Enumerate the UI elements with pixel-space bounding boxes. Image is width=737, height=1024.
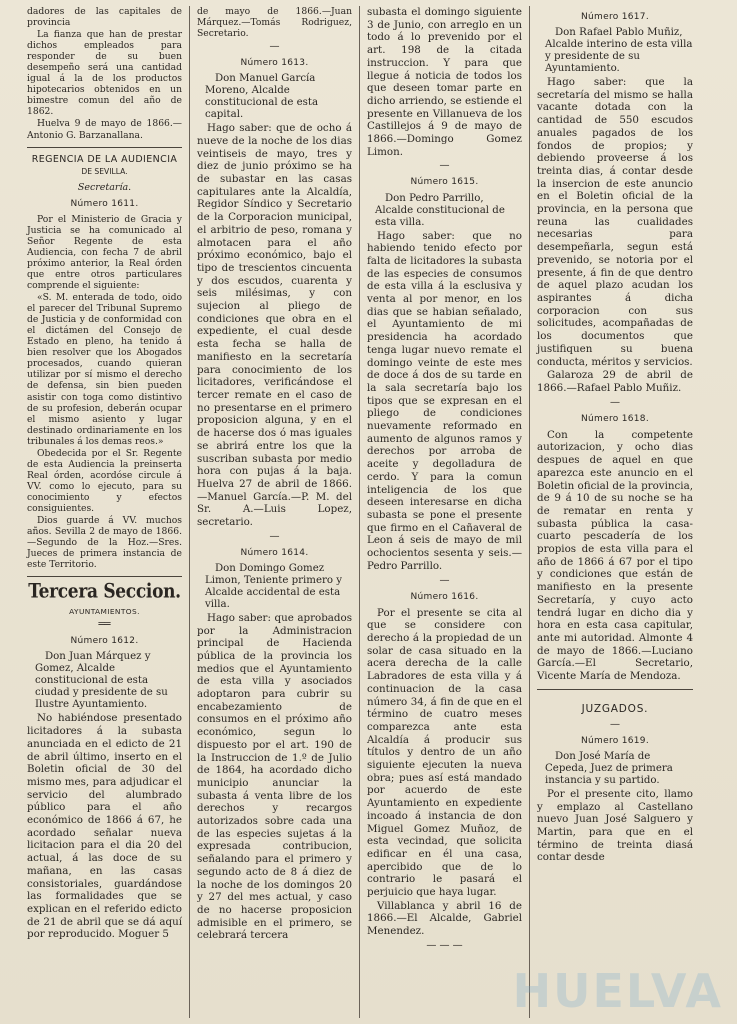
text-paragraph: Por el presente cito, llamo y emplazo al Castellano nuevo Juan José Salguero y Martin, para que en el término de treinta diasá contar desde <box>537 787 693 864</box>
text-paragraph: Hago saber: que de ocho á nueve de la noche de los dias veintiseis de mayo, tres y diez de junio próximo se ha de subastar en las casas capitulares ante la Alcaldía, Regidor Síndico y Secretario de la Corporacion municipal, el arbitrio de peso, romana y almotacen para el año próximo económico, bajo el tipo de trescientos cincuenta y dos escudos, cuarenta y seis milésimas, y con sujecion al pliego de condiciones que obra en el expediente, el cual desde esta fecha se halla de manifiesto en la secretaría para conocimiento de los licitadores, verificándose el tercer remate en el caso de no presentarse en el primero proposicion alguna, y en el de hacerse dos ó mas iguales se abrirá entre los que la suscriban subasta por medio hora con pujas á la baja. Huelva 27 de abril de 1866.—Manuel García.—P. M. del Sr. A.—Luis Lopez, secretario. <box>197 122 352 529</box>
notice-number: Número 1614. <box>240 547 309 558</box>
page-columns <box>20 6 729 1018</box>
text-paragraph: La fianza que han de prestar dichos empleados para responder de su buen desempeño será una cantidad igual á la de los productos hipotecarios obtenidos en un bimestre comun del año de 1862. <box>27 29 182 118</box>
notice-number: Número 1617. <box>581 12 649 22</box>
notice-heading: Don Domingo Gomez Limon, Teniente primero y Alcalde accidental de esta villa. <box>205 562 342 610</box>
divider: — <box>439 160 450 172</box>
divider: ══ <box>98 619 111 631</box>
notice-number: Número 1615. <box>410 177 479 188</box>
column-3 <box>360 6 530 1018</box>
text-paragraph: Obedecida por el Sr. Regente de esta Audiencia la preinserta Real órden, acordóse circule á VV. como lo ejecuto, para su conocimiento y efectos consiguientes. <box>27 447 182 514</box>
column-1 <box>20 6 190 1018</box>
text-paragraph: Huelva 9 de mayo de 1866.—Antonio G. Barzanallana. <box>27 118 182 141</box>
notice-number: Número 1612. <box>70 636 139 647</box>
text-paragraph: Villablanca y abril 16 de 1866.—El Alcalde, Gabriel Menendez. <box>367 899 522 938</box>
text-paragraph: Galaroza 29 de abril de 1866.—Rafael Pablo Muñiz. <box>537 369 693 394</box>
text-paragraph: Hago saber: que no habiendo tenido efecto por falta de licitadores la subasta de las especies de consumos de esta villa á la esclusiva y venta al por menor, en los dias que se habian señalado, el Ayuntamiento de mi presidencia ha acordado tenga lugar nuevo remate el domingo veinte de este mes de doce á dos de su tarde en la sala secretaría bajo los tipos que se expresan en el pliego de condiciones nuevamente reformado en aumento de algunos ramos y derechos por arroba de aceite y degolladura de cerdo. Y para la comun inteligencia de los que deseen interesarse en dicha subasta se pone el presente que firmo en el Cañaveral de Leon á seis de mayo de mil ochocientos sesenta y seis.—Pedro Parrillo. <box>367 229 522 572</box>
section-title: Tercera Seccion. <box>28 580 181 604</box>
text-paragraph: dadores de las capitales de provincia <box>27 6 182 29</box>
notice-heading: Don Pedro Parrillo, Alcalde constitucional de esta villa. <box>375 192 505 228</box>
text-paragraph: Hago saber: que la secretaría del mismo se halla vacante dotada con la cantidad de 550 escudos anuales pagados de los fondos de propios; y debiendo proveerse á los treinta dias, á contar desde la insercion de este anuncio en el Boletin oficial de la provincia, en la persona que reuna las cualidades necesarias para desempeñarla, segun está prevenido, se notoria por el presente, á fin de que dentro de aquel plazo acudan los aspirantes á dicha corporacion con sus solicitudes, acompañadas de los documentos que justifiquen su buena conducta, méritos y servicios. <box>537 76 693 368</box>
notice-heading: Don Manuel García Moreno, Alcalde constitucional de esta capital. <box>205 73 319 121</box>
notice-number: Número 1616. <box>410 591 479 602</box>
text-paragraph: Por el presente se cita al que se considere con derecho á la propiedad de un solar de casa situado en la acera derecha de la calle Labradores de esta villa y á continuacion de la casa número 34, á fin de que en el término de cuatro meses comparezca ante esta Alcaldía á producir sus títulos y dentro de un año siguiente ejecuten la nueva obra; pues así está mandado por acuerdo de este Ayuntamiento en expediente incoado á instancia de don Miguel Gomez Muñoz, de esta vecindad, que solicita edificar en él una casa, apercibido que de lo contrario le pasará el perjuicio que haya lugar. <box>367 606 522 899</box>
subsection-title: Secretaría. <box>77 181 132 193</box>
column-4 <box>530 6 700 1018</box>
divider: — <box>269 41 280 53</box>
divider <box>537 689 693 690</box>
divider <box>27 576 182 577</box>
notice-heading: Don Rafael Pablo Muñiz, Alcalde interino de esta villa y presidente de su Ayuntamiento. <box>545 27 693 75</box>
notice-number: Número 1619. <box>581 735 649 746</box>
archive-watermark: HUELVA <box>512 964 723 1018</box>
notice-number: Número 1618. <box>581 413 649 424</box>
notice-heading: Don Juan Márquez y Gomez, Alcalde constitucional de esta ciudad y presidente de su Ilustre Ayuntamiento. <box>35 651 168 711</box>
text-paragraph: Por el Ministerio de Gracia y Justicia se ha comunicado al Señor Regente de esta Audiencia, con fecha 7 de abril próximo anterior, la Real órden que entre otros particulares comprende el siguiente: <box>27 213 182 292</box>
divider <box>27 147 182 148</box>
text-paragraph: Hago saber: que aprobados por la Administracion principal de Hacienda pública de la provincia los medios que el Ayuntamiento de esta villa y asociados adoptaron para cubrir su encabezamiento de consumos en el próximo año económico, segun lo dispuesto por el art. 190 de la Instruccion de 1.º de Julio de 1864, ha acordado dicho municipio anunciar la subasta á venta libre de los derechos y recargos autorizados sobre cada una de las especies sujetas á la expresada contribucion, señalando para el primero y segundo acto de 8 á diez de la noche de los domingos 20 y 27 del mes actual, y caso de no hacerse proposicion admisible en el primero, se celebrará tercera <box>197 611 352 942</box>
text-paragraph: No habiéndose presentado licitadores á la subasta anunciada en el edicto de 21 de abril último, inserto en el Boletin oficial de 30 del mismo mes, para adjudicar el servicio del alumbrado público para el año económico de 1866 á 67, he acordado señalar nueva licitacion para el dia 20 del actual, á las doce de su mañana, en las casas consistoriales, guardándose las formalidades que se explican en el referido edicto de 21 de abril que se dá aquí por reproducido. Moguer 5 <box>27 712 182 941</box>
divider: — — — <box>426 939 463 951</box>
section-subheading: DE SEVILLA. <box>81 166 128 176</box>
divider: — <box>610 718 620 730</box>
notice-number: Número 1613. <box>240 58 309 69</box>
section-subheading: AYUNTAMIENTOS. <box>69 607 140 617</box>
text-paragraph: subasta el domingo siguiente 3 de Junio, con arreglo en un todo á lo prevenido por el art. 198 de la citada instruccion. Y para que llegue á noticia de todos los que deseen tomar parte en dicho arriendo, se estiende el presente en Villanueva de los Castillejos á 9 de mayo de 1866.—Domingo Gomez Limon. <box>367 6 522 158</box>
text-paragraph: Dios guarde á VV. muchos años. Sevilla 2 de mayo de 1866.—Segundo de la Hoz.—Sres. Jueces de primera instancia de este Territorio. <box>27 515 182 571</box>
text-paragraph: Con la competente autorizacion, y ocho dias despues de aquel en que aparezca este anuncio en el Boletin oficial de la provincia, de 9 á 10 de su noche se ha de rematar en renta y subasta pública la casa-cuarto pescadería de los propios de esta villa para el año de 1866 á 67 por el tipo y condiciones que están de manifiesto en la presente Secretaría, y cuyo acto tendrá lugar en dicho dia y hora en esta casa capitular, ante mi autoridad. Almonte 4 de mayo de 1866.—Luciano García.—El Secretario, Vicente María de Mendoza. <box>537 428 693 683</box>
notice-number: Número 1611. <box>70 198 139 209</box>
column-2 <box>190 6 360 1018</box>
divider: — <box>610 396 620 408</box>
text-paragraph: de mayo de 1866.—Juan Márquez.—Tomás Rodriguez, Secretario. <box>197 6 352 40</box>
notice-heading: Don José María de Cepeda, Juez de primera instancia y su partido. <box>545 750 673 786</box>
section-heading: JUZGADOS. <box>581 702 649 715</box>
divider: — <box>439 574 450 586</box>
divider: — <box>269 530 280 542</box>
text-paragraph: «S. M. enterada de todo, oido el parecer del Tribunal Supremo de Justicia y de conformidad con el dictámen del Consejo de Estado en pleno, ha tenido á bien resolver que los Abogados procesados, cuando quieran utilizar por sí mismo el derecho de defensa, sin bien pueden asistir con toga como distintivo de su profesion, deberán ocupar el mismo asiento y lugar destinado ordinariamente en los tribunales á los demas reos.» <box>27 292 182 447</box>
section-heading: REGENCIA DE LA AUDIENCIA <box>31 153 178 165</box>
